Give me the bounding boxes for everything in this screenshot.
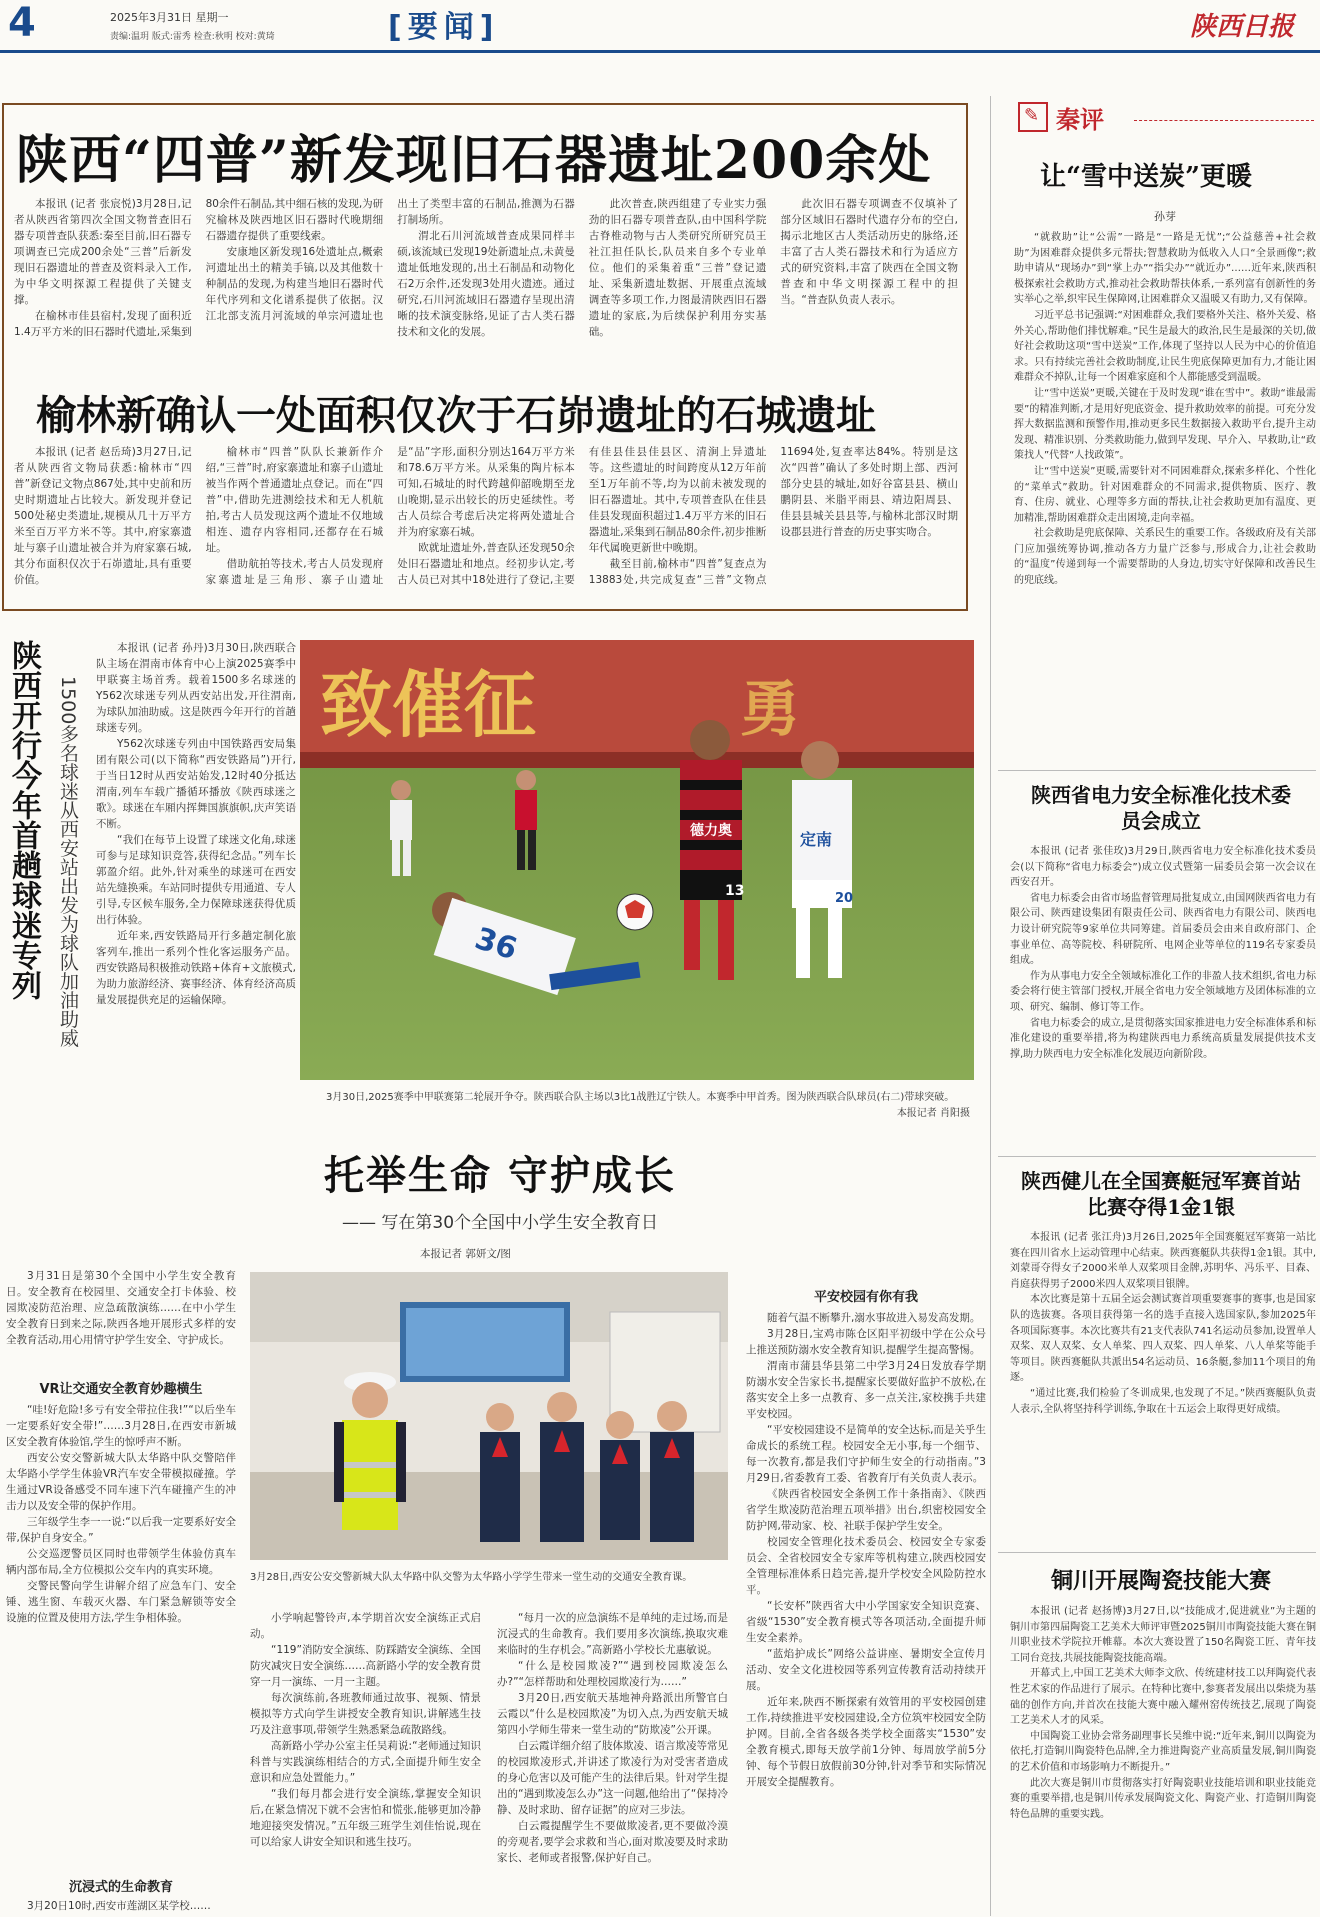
editor-credits: 责编:温玥 版式:雷秀 检查:秋明 校对:黄琦 (110, 32, 275, 42)
safety-subheading-life: 沉浸式的生命教育 (68, 1880, 173, 1895)
lead-headline: 陕西“四普”新发现旧石器遗址200余处 (16, 130, 932, 191)
svg-text:致催征: 致催征 (320, 663, 537, 747)
editorial-author: 孙芽 (1154, 210, 1176, 223)
second-body: 本报讯 (记者 赵岳琦)3月27日,记者从陕西省文物局获悉:榆林市“四普”新登记文物点867处,其中史前和历史时期遗址占比较大。新发现并登记500处秘史类遗址,规模从几十万平方米至百万平方米不等。其中,府家寨遗址与寨子山遗址被合并为府家寨石城,其分布面积仅次于石峁遗址,具有重要价值。 榆林市“四普”队队长兼新作介绍,“三普”时,府家寨遗址和寨子山遗址被当作两个普通遗址点登记。而在“四普”中,借助先进测绘技术和无人机航拍,考古人员发现这两个遗址不仅地域相连、遗存内容相同,还都存在石城址。 借助航拍等技术,考古人员发现府家寨遗址是三角形、寨子山遗址是“品”字形,面积分别达164万平方米和78.6万平方米。从采集的陶片标本可知,石城址的时代跨越仰韶晚期至龙山晚期,显示出较长的历史延续性。考古人员综合考虑后决定将两处遗址合并为府家寨石城。 欧就址遗址外,普查队还发现50余处旧石器遗址和地点。经初步认定,考古人员已对其中18处进行了登记,主要有佳县佳县佳县区、清涧上异遗址等。这些遗址的时间跨度从12万年前至1万年前不等,均为以前未被发现的旧石器遗址。其中,专项普查队在佳县佳县发现面积超过1.4万平方米的旧石器遗址,采集到石制品80余件,初步推断年代属晚更新世中晚期。 截至目前,榆林市“四普”复查点为13883处,共完成复查“三普”文物点11694处,复查率达84%。特别是这次“四普”确认了多处时期上部、西河部分史县的城址,如好谷富县县、横山鹏阴县、米脂平雨县、靖边阳周县、佳县县城关县县等,与榆林北部汉时期设郡县进行普查的历史事实吻合。 (14, 446, 958, 586)
safety-subheading-campus: 平安校园有你有我 (813, 1290, 918, 1305)
power-body: 本报讯 (记者 张佳玫)3月29日,陕西省电力安全标准化技术委员会(以下简称“省电力标委会”)成立仪式暨第一届委员会第一次会议在西安召开。 省电力标委会由省市场监督管理局批复成立,由国网陕西省电力有限公司、陕西建设集团有限责任公司、陕西省电力有限公司、陕西电力设计研究院等9家单位共同筹建。首届委员会由来自政府部门、企事业单位、高等院校、科研院所、电网企业等单位的119名专家委员组成。 作为从事电力安全全领域标准化工作的非盈人技术组织,省电力标委会将行使主管部门授权,开展全省电力安全领域地方及团体标准的立项、研究、编制、修订等工作。 省电力标委会的成立,是贯彻落实国家推进电力安全标准体系和标准化建设的重要举措,将为构建陕西电力系统高质量发展提供技术支撑,助力陕西电力安全标准化发展迈向新阶段。 (1010, 846, 1316, 1060)
masthead-rule (0, 50, 1320, 53)
train-headline: 陕西开行今年首趟球迷专列 (6, 640, 41, 1000)
train-body: 本报讯 (记者 孙丹)3月30日,陕西联合队主场在渭南市体育中心上演2025赛季中甲联赛主场首秀。载着1500多名球迷的Y562次球迷专列从西安站出发,开往渭南,为球队加油助威。这是陕西今年开行的首趟球迷专列。 Y562次球迷专列由中国铁路西安局集团有限公司(以下简称“西安铁路局”)开行,于当日12时从西安站始发,12时40分抵达渭南,列车车载广播循环播放《陕西球迷之歌》。球迷在车厢内挥舞国旗旗帜,庆声笑语不断。 “我们在每节上设置了球迷文化角,球迷可参与足球知识竞答,获得纪念品。”列车长郭盈介绍。此外,针对乘坐的球迷可在西安站先缝换乘。车站同时提供专用通道、专人引导,专区候车服务,全力保障球迷获得优质出行体验。 近年来,西安铁路局开行多趟定制化旅客列车,推出一系列个性化客运服务产品。西安铁路局积极推动铁路+体育+文旅模式,为助力旅游经济、赛事经济、体育经济高质量发展提供充足的运输保障。 (96, 642, 296, 1006)
pen-icon: ✎ (1024, 105, 1040, 126)
section-divider (998, 770, 1316, 771)
football-photo-caption: 3月30日,2025赛季中甲联赛第二轮展开争夺。陕西联合队主场以3比1战胜辽宁铁人。本赛季中甲首秀。图为陕西联合队球员(右二)带球突破。 (326, 1092, 955, 1103)
editorial-column (1004, 96, 1320, 764)
svg-text:德力奥: 德力奥 (690, 823, 732, 839)
football-scene (300, 640, 974, 1080)
safety-middle-text: 小学响起警铃声,本学期首次安全演练正式启动。 “119”消防安全演练、防踩踏安全演练、全国防灾减灾日安全演练……高新路小学的安全教育贯穿一月一演练、一月一主题。 每次演练前,各班教师通过故事、视频、情景模拟等方式向学生讲授安全教育知识,讲解逃生技巧及注意事项,带领学生熟悉紧急疏散路线。 高新路小学办公室主任吴莉说:“老师通过知识科普与实践演练相结合的方式,全面提升师生安全意识和应急处置能力。” “我们每月都会进行安全演练,掌握安全知识后,在紧急情况下就不会害怕和慌张,能够更加冷静地迎接突发情况。”五年级三班学生刘佳怡说,现在可以给家人讲安全知识和逃生技巧。 “每月一次的应急演练不是单纯的走过场,而是沉浸式的生命教育。我们要用多次演练,换取灾难来临时的生存机会。”高新路小学校长尤惠敏说。 “什么是校园欺凌?”“遇到校园欺凌怎么办?”“怎样帮助和处理校园欺凌行为……” 3月20日,西安航天基地神舟路派出所警官白云霞以“什么是校园欺凌”为切入点,为西安航天城第四小学师生带来一堂生动的“防欺凌”公开课。 白云霞详细介绍了肢体欺凌、语言欺凌等常见的校园欺凌形式,并讲述了欺凌行为对受害者造成的身心危害以及可能产生的法律后果。针对学生提出的“遇到欺凌怎么办”这一问题,他给出了“保持冷静、及时求助、留存证据”的应对三步法。 白云霞提醒学生不要做欺凌者,更不要做冷漠的旁观者,要学会求救和当心,面对欺凌要及时求助家长、老师或者报警,保护好自己。 (250, 1612, 728, 1864)
safety-section-vr: “哇!好危险!多亏有安全带拉住我!”“以后坐车一定要系好安全带!”……3月28日,在西安市新城区安全教育体验馆,学生的惊呼声不断。 西安公安交警新城大队太华路中队交警陪伴太华路小学学生体验VR汽车安全带模拟碰撞。学生通过VR设备感受不同车速下汽车碰撞产生的冲击力以及安全带的保护作用。 三年级学生李一一说:“以后我一定要系好安全带,保护自身安全。” 公交巡逻警员区同时也带领学生体验仿真车辆内部布局,全方位模拟公交车内的真实环境。 交警民警向学生讲解介绍了应急车门、安全锤、逃生窗、车载灭火器、车门紧急解锁等安全设施的位置及使用方法,学生争相体验。 (6, 1404, 236, 1624)
second-headline: 榆林新确认一处面积仅次于石峁遗址的石城遗址 (36, 392, 876, 439)
pottery-headline: 铜川开展陶瓷技能大赛 (1050, 1568, 1271, 1594)
safety-subheading-vr: VR让交通安全教育妙趣横生 (39, 1382, 203, 1397)
section-label: [要闻] (388, 10, 500, 45)
pottery-body: 本报讯 (记者 赵扬博)3月27日,以“技能成才,促进就业”为主题的铜川市第四届陶瓷工艺美术大师评审暨2025铜川市陶瓷技能大赛在铜川职业技术学院拉开帷幕。本次大赛设置了150名陶瓷工匠、青年技工同台竞技,共展技能陶瓷技能高端。 开幕式上,中国工艺美术大师李文欣、传统建材技工以拜陶瓷代表性艺术家的作品进行了展示。在特种比赛中,参赛者发展出以柴烧为基础的创作方向,并首次在技能大赛中融入耀州窑传统技艺,展现了陶瓷工艺美术人才的风采。 中国陶瓷工业协会常务副理事长吴维中说:“近年来,铜川以陶瓷为依托,打造铜川陶瓷特色品牌,全力推进陶瓷产业高质量发展,铜川陶瓷的艺术价值和市场影响力不断提升。” 此次大赛是铜川市贯彻落实打好陶瓷职业技能培训和职业技能竞赛的重要举措,也是铜川传承发展陶瓷文化、陶瓷产业、打造铜川陶瓷特色品牌的重要实践。 (1010, 1606, 1316, 1820)
section-divider (998, 1552, 1316, 1553)
football-photo-credit: 本报记者 肖阳摄 (896, 1108, 970, 1119)
rowing-body: 本报讯 (记者 张江舟)3月26日,2025年全国赛艇冠军赛第一站比赛在四川省水上运动管理中心结束。陕西赛艇队共获得1金1银。其中,刘蒙哥夺得女子2000米单人双桨项目金牌,苏明华、冯乐平、目森、肖庭获得男子2000米四人双桨项目银牌。 本次比赛是第十五届全运会测试赛首项重要赛事的赛事,也是国家队的选拔赛。各项目获得第一名的选手直接入选国家队,参加2025年各项国际赛事。本次比赛共有21支代表队741名运动员参加,设置单人双桨、双人双桨、女人单桨、四人双桨、四人单桨、八人单桨等能手等项目。陕西赛艇队共派出54名运动员、16条艇,参加11个项目的角逐。 “通过比赛,我们检验了冬训成果,也发现了不足。”陕西赛艇队负责人表示,全队将坚持科学训练,争取在十五运会上取得更好成绩。 (1010, 1232, 1316, 1415)
newspaper-logo: 陕西日报 (1190, 12, 1295, 42)
safety-right-text: 随着气温不断攀升,溺水事故进入易发高发期。 3月28日,宝鸡市陈仓区阳平初级中学在公众号上推送预防溺水安全教育知识,提醒学生提高警惕。 渭南市蒲县华县第二中学3月24日发放春学期防溺水安全告家长书,提醒家长要做好监护不放松,在落实安全上多一点教育、多一点关注,家校携手共建平安校园。 “平安校园建设不是简单的安全达标,而是关乎生命成长的系统工程。校园安全无小事,每一个细节、每一次教育,都是我们守护师生安全的行动指南。”3月29日,省委教育工委、省教育厅有关负责人表示。 《陕西省校园安全条例工作十条指南》、《陕西省学生欺凌防范治理五项举措》出台,织密校园安全防护网,带动家、校、社联手保护学生安全。 校园安全管理化技术委员会、校园安全专家委员会、全省校园安全专家库等机构建立,陕西校园安全管理标准体系日趋完善,提升学校安全风险防控水平。 “长安杯”陕西省大中小学国家安全知识竞赛、省级“1530”安全教育模式等各项活动,全面提升师生安全素养。 “蓝焰护成长”网络公益讲座、暑期安全宣传月活动、安全文化进校园等系列宣传教育活动持续开展。 近年来,陕西不断探索有效管用的平安校园创建工作,持续推进平安校园建设,全方位筑牢校园安全防护网。目前,全省各级各类学校全面落实“1530”安全教育模式,即每天放学前1分钟、每周放学前5分钟、每个节假日放假前30分钟,针对季节和实际情况开展安全提醒教育。 (746, 1312, 986, 1788)
section-divider (998, 1156, 1316, 1157)
lead-body: 本报讯 (记者 张宸悦)3月28日,记者从陕西省第四次全国文物普查旧石器专项普查队获悉:秦至目前,旧石器专项调查已完成200余处“三普”后新发现旧石器遗址的普查及资料录入工作,为中华文明探源工程提供了关键支撑。 在榆林市佳县宿村,发现了面积近1.4万平方米的旧石器时代遗址,采集到80余件石制品,其中细石核的发现,为研究榆林及陕西地区旧石器时代晚期细石器遗存提供了重要线索。 安康地区新发现16处遗址点,概索河遗址出土的精美手镐,以及其他数十种制品的发现,为构建当地旧石器时代年代序列和文化谱系提供了依据。汉江北部支流月河流域的单宗河遗址也出土了类型丰富的石制品,推测为石器打制场所。 渭北石川河流域普查成果同样丰硕,该流域已发现19处新遗址点,未黄曼遗址低地发现的,出土石制品和动物化石2万余件,还发现3处用火遗迹。通过研究,石川河流域旧石器遗存呈现出清晰的技术演变脉络,见证了古人类石器技术和文化的发展。 此次普查,陕西组建了专业实力强劲的旧石器专项普查队,由中国科学院古脊椎动物与古人类研究所研究员王社江担任队长,队员来自多个专业单位。他们的采集着重“三普”登记遗址、采集新遗址数据、开展重点流域调查等多项工作,力图最清陕西旧石器遗址的家底,为后续保护利用夯实基础。 此次旧石器专项调查不仅填补了部分区域旧石器时代遗存分布的空白,揭示北地区古人类活动历史的脉络,还丰富了古人类石器技术和行为适应方式的研究资料,丰富了陕西在全国文物普查和中华文明探源工程中的担当。“普查队负责人表示。 (14, 198, 958, 338)
power-headline: 陕西省电力安全标准化技术委员会成立 (1031, 783, 1291, 833)
editorial-body: “就救助”让“公需”一路是“一路是无忧”;“公益慈善+社会救助”为困难群众提供多元帮扶;智慧救助为低收入人口“全景画像”;救助申请从“现场办”到“掌上办”“指尖办”“就近办”……近年来,陕西积极探索社会救助方式,推动社会救助帮扶体系,一系列富有创新性的务实举心之举,织牢民生保障网,让困难群众又温暖又有助力,又有保障。 习近平总书记强调:“对困难群众,我们要格外关注、格外关爱、格外关心,帮助他们排忧解难。”民生是最大的政治,民生是最深的关切,做好社会救助这项“雪中送炭”工作,体现了坚持以人民为中心的价值追求。只有持续完善社会救助制度,让民生兜底保障更加有力,才能让困难群众不掉队,让每一个困难家庭和个人都能感受到温暖。 让“雪中送炭”更暖,关键在于及时发现“谁在雪中”。救助“谁最需要”的精准判断,才是用好兜底资金、提升救助效率的前提。可充分发挥大数据监测和预警作用,推动更多民生数据接入救助平台,提升主动发现、精准识别、分类救助能力,做到早发现、早介入、早救助,让“政策找人”代替“人找政策”。 让“雪中送炭”更暖,需要针对不同困难群众,探索多样化、个性化的“菜单式”救助。针对困难群众的不同需求,提供物质、医疗、教育、住房、就业、心理等多方面的帮扶,让社会救助更加有温度、更加精准,帮助困难群众走出困境,走向幸福。 社会救助是兜底保障、关系民生的重要工作。各级政府及有关部门应加强统筹协调,推动各方力量广泛参与,形成合力,让社会救助的“温度”传递到每一个需要帮助的人身边,切实守好保障和改善民生的兜底线。 (1014, 232, 1316, 587)
safety-headline: 托举生命 守护成长 (324, 1152, 676, 1199)
editorial-headline: 让“雪中送炭”更暖 (1040, 162, 1252, 192)
safety-intro: 3月31日是第30个全国中小学生安全教育日。安全教育在校园里、交通安全打卡体验、校园欺凌防范治理、应急疏散演练……在中小学生安全教育日到来之际,陕西各地开展形式多样的安全教育活动,用心用情守护学生安全、守护成长。 (6, 1270, 236, 1346)
traffic-class-caption: 3月28日,西安公安交警新城大队太华路中队交警为太华路小学学生带来一堂生动的交通安全教育课。 (250, 1572, 693, 1583)
classroom-scene (250, 1272, 728, 1560)
safety-subhead: —— 写在第30个全国中小学生安全教育日 (341, 1213, 659, 1233)
rowing-headline: 陕西健儿在全国赛艇冠军赛首站比赛夺得1金1银 (1021, 1169, 1301, 1219)
editorial-column-name: 秦评 (1056, 106, 1104, 134)
editorial-logo (1018, 102, 1048, 132)
safety-section-life: 3月20日10时,西安市莲湖区某学校…… (27, 1900, 211, 1912)
page-number: 4 (8, 0, 36, 46)
svg-text:定南: 定南 (800, 830, 833, 849)
traffic-class-photo (250, 1272, 728, 1560)
svg-text:勇: 勇 (740, 675, 800, 745)
column-divider (990, 96, 991, 1916)
svg-text:36: 36 (470, 921, 522, 968)
issue-date: 2025年3月31日 星期一 (110, 11, 229, 24)
football-photo (300, 640, 974, 1080)
masthead (0, 0, 1320, 52)
train-subhead: 1500多名球迷从西安站出发为球队加油助威 (57, 676, 79, 1048)
svg-text:13: 13 (725, 883, 745, 899)
safety-byline: 本报记者 郭妍文/图 (420, 1248, 511, 1260)
editorial-rule (1134, 120, 1314, 121)
svg-text:20: 20 (835, 891, 854, 906)
